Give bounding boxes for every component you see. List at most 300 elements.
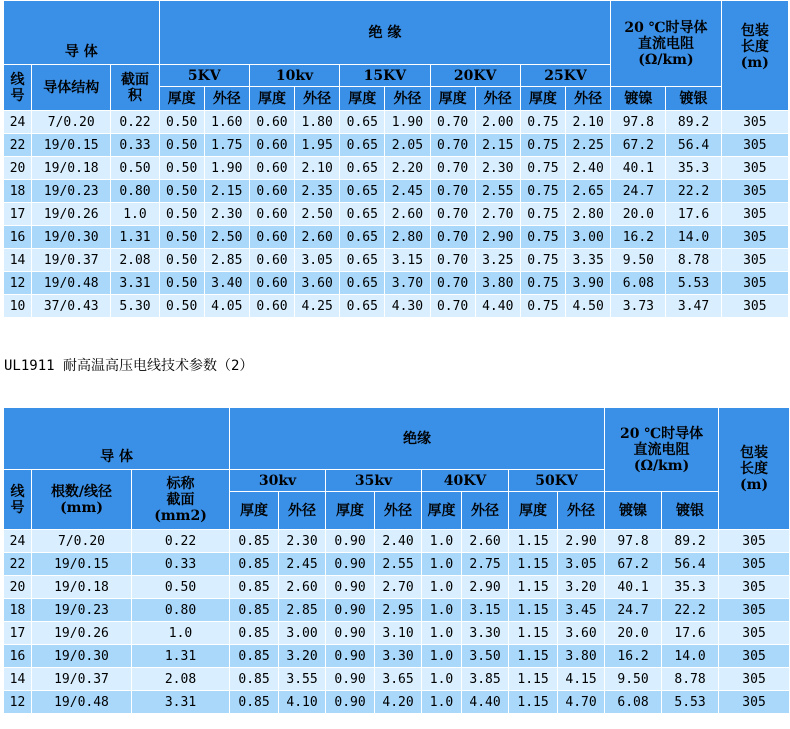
table-cell: 19/0.30 (32, 645, 132, 668)
table-cell: 0.85 (230, 530, 279, 553)
table-row (4, 272, 789, 295)
table-cell: 2.10 (565, 111, 610, 134)
table-cell: 0.90 (326, 553, 375, 576)
table-cell: 0.85 (230, 576, 279, 599)
table-cell: 17 (4, 622, 32, 645)
tin-plated-header: 镀镍 (605, 492, 662, 530)
table-cell: 1.31 (132, 645, 230, 668)
table-cell: 3.10 (375, 622, 422, 645)
table-cell: 0.85 (230, 553, 279, 576)
table-cell: 4.70 (558, 691, 605, 714)
table-cell: 0.65 (340, 180, 385, 203)
table-cell: 1.15 (509, 530, 558, 553)
table-cell: 37/0.43 (32, 295, 111, 318)
thickness-header: 厚度 (326, 492, 375, 530)
table-cell: 22 (4, 553, 32, 576)
table-cell: 0.90 (326, 668, 375, 691)
table-cell: 17.6 (666, 203, 721, 226)
table-cell: 0.50 (159, 157, 204, 180)
table-cell: 1.95 (295, 134, 340, 157)
table-cell: 1.80 (295, 111, 340, 134)
silver-plated-header: 镀银 (666, 87, 721, 111)
table-cell: 1.75 (204, 134, 249, 157)
table-cell: 2.50 (204, 226, 249, 249)
table-cell: 2.70 (375, 576, 422, 599)
table-cell: 5.53 (662, 691, 719, 714)
table-cell: 0.50 (159, 134, 204, 157)
table-cell: 2.05 (385, 134, 430, 157)
gauge-header: 线 号 (4, 65, 32, 111)
table-cell: 0.60 (249, 226, 294, 249)
table-cell: 0.70 (430, 295, 475, 318)
table-cell: 0.75 (520, 180, 565, 203)
table-cell: 0.70 (430, 111, 475, 134)
table-row (4, 180, 789, 203)
table-cell: 19/0.48 (32, 272, 111, 295)
table-cell: 0.75 (520, 226, 565, 249)
table-cell: 2.25 (565, 134, 610, 157)
table-cell: 14 (4, 249, 32, 272)
table-cell: 0.60 (249, 157, 294, 180)
table-cell: 1.0 (132, 622, 230, 645)
table-cell: 0.85 (230, 691, 279, 714)
table-row (4, 134, 789, 157)
table-cell: 0.75 (520, 249, 565, 272)
gauge-header: 线 号 (4, 470, 32, 530)
table-cell: 2.30 (279, 530, 326, 553)
table-cell: 24 (4, 530, 32, 553)
table-cell: 1.15 (509, 645, 558, 668)
conductor-header: 导 体 (4, 408, 230, 470)
resistance-header: 20 ℃时导体 直流电阻 (Ω/km) (611, 1, 721, 87)
outer-diameter-header: 外径 (475, 87, 520, 111)
table-cell: 67.2 (611, 134, 666, 157)
thickness-header: 厚度 (430, 87, 475, 111)
outer-diameter-header: 外径 (558, 492, 605, 530)
section-header: 截面 积 (111, 65, 159, 111)
table-cell: 1.0 (422, 691, 462, 714)
table-cell: 19/0.23 (32, 180, 111, 203)
table-cell: 2.50 (295, 203, 340, 226)
table-cell: 24 (4, 111, 32, 134)
table-cell: 3.50 (462, 645, 509, 668)
table-2-caption: UL1911 耐高温高压电线技术参数（2） (4, 358, 254, 374)
table-cell: 0.50 (159, 180, 204, 203)
table-cell: 0.70 (430, 203, 475, 226)
table-cell: 19/0.48 (32, 691, 132, 714)
table-cell: 2.65 (565, 180, 610, 203)
table-cell: 16.2 (611, 226, 666, 249)
outer-diameter-header: 外径 (385, 87, 430, 111)
table-cell: 2.95 (375, 599, 422, 622)
table-cell: 0.33 (132, 553, 230, 576)
table-cell: 1.15 (509, 599, 558, 622)
table-cell: 18 (4, 180, 32, 203)
table-cell: 0.70 (430, 226, 475, 249)
table-cell: 0.65 (340, 272, 385, 295)
table-cell: 305 (721, 111, 788, 134)
table-cell: 305 (721, 134, 788, 157)
table-cell: 3.25 (475, 249, 520, 272)
table-cell: 2.60 (295, 226, 340, 249)
table-cell: 4.40 (475, 295, 520, 318)
table-cell: 5.53 (666, 272, 721, 295)
table-cell: 1.90 (385, 111, 430, 134)
outer-diameter-header: 外径 (565, 87, 610, 111)
table-cell: 2.08 (132, 668, 230, 691)
table-cell: 1.0 (422, 553, 462, 576)
table-cell: 0.85 (230, 645, 279, 668)
table-cell: 0.70 (430, 180, 475, 203)
table-cell: 0.90 (326, 530, 375, 553)
table-cell: 4.25 (295, 295, 340, 318)
table-cell: 4.40 (462, 691, 509, 714)
table-cell: 20.0 (605, 622, 662, 645)
table-cell: 56.4 (666, 134, 721, 157)
table-cell: 0.50 (159, 111, 204, 134)
table-cell: 305 (719, 691, 790, 714)
thickness-header: 厚度 (422, 492, 462, 530)
table-cell: 6.08 (611, 272, 666, 295)
table-cell: 4.15 (558, 668, 605, 691)
table-row (4, 249, 789, 272)
outer-diameter-header: 外径 (279, 492, 326, 530)
package-length-header: 包装 长度 (m) (719, 408, 790, 530)
table-cell: 0.60 (249, 272, 294, 295)
table-cell: 12 (4, 272, 32, 295)
table-row (4, 576, 790, 599)
table-cell: 40.1 (605, 576, 662, 599)
tin-plated-header: 镀镍 (611, 87, 666, 111)
table-cell: 19/0.15 (32, 134, 111, 157)
table-cell: 3.55 (279, 668, 326, 691)
table-cell: 305 (719, 599, 790, 622)
thickness-header: 厚度 (159, 87, 204, 111)
table-cell: 19/0.37 (32, 668, 132, 691)
table-cell: 305 (721, 226, 788, 249)
table-cell: 0.90 (326, 691, 375, 714)
table-cell: 2.90 (462, 576, 509, 599)
table-cell: 89.2 (662, 530, 719, 553)
table-cell: 305 (721, 180, 788, 203)
table-cell: 6.08 (605, 691, 662, 714)
table-cell: 3.15 (462, 599, 509, 622)
table-cell: 3.05 (295, 249, 340, 272)
table-cell: 2.85 (204, 249, 249, 272)
table-cell: 3.47 (666, 295, 721, 318)
insulation-header: 绝 缘 (159, 1, 611, 65)
table-cell: 0.60 (249, 295, 294, 318)
table-cell: 2.30 (204, 203, 249, 226)
table-cell: 3.00 (565, 226, 610, 249)
table-cell: 2.45 (385, 180, 430, 203)
table-row (4, 691, 790, 714)
table-cell: 0.60 (249, 180, 294, 203)
table-cell: 3.20 (279, 645, 326, 668)
table-cell: 0.90 (326, 576, 375, 599)
table-cell: 0.80 (132, 599, 230, 622)
table-cell: 305 (719, 530, 790, 553)
table-cell: 5.30 (111, 295, 159, 318)
table-cell: 0.22 (132, 530, 230, 553)
voltage-header: 35kv (326, 470, 422, 492)
table-cell: 2.15 (475, 134, 520, 157)
table-cell: 17 (4, 203, 32, 226)
table-cell: 14.0 (662, 645, 719, 668)
table-cell: 19/0.18 (32, 576, 132, 599)
table-cell: 0.65 (340, 157, 385, 180)
table-cell: 0.75 (520, 111, 565, 134)
table-cell: 4.20 (375, 691, 422, 714)
table-cell: 2.00 (475, 111, 520, 134)
table-cell: 2.15 (204, 180, 249, 203)
table-cell: 3.40 (204, 272, 249, 295)
table-row (4, 645, 790, 668)
table-cell: 0.80 (111, 180, 159, 203)
table-cell: 3.30 (375, 645, 422, 668)
table-cell: 2.55 (375, 553, 422, 576)
table-cell: 0.70 (430, 249, 475, 272)
table-cell: 24.7 (605, 599, 662, 622)
table-cell: 305 (719, 576, 790, 599)
table-cell: 0.50 (159, 249, 204, 272)
table-cell: 0.85 (230, 622, 279, 645)
table-cell: 20.0 (611, 203, 666, 226)
table-cell: 2.60 (385, 203, 430, 226)
table-cell: 24.7 (611, 180, 666, 203)
table-cell: 97.8 (605, 530, 662, 553)
table-cell: 2.10 (295, 157, 340, 180)
table-cell: 67.2 (605, 553, 662, 576)
table-cell: 0.50 (159, 272, 204, 295)
table-cell: 0.60 (249, 111, 294, 134)
table-cell: 2.90 (558, 530, 605, 553)
table-cell: 0.90 (326, 599, 375, 622)
table-cell: 2.90 (475, 226, 520, 249)
table-cell: 3.30 (462, 622, 509, 645)
table-cell: 0.60 (249, 203, 294, 226)
table-cell: 0.75 (520, 203, 565, 226)
table-cell: 0.50 (132, 576, 230, 599)
table-row (4, 622, 790, 645)
table-cell: 0.75 (520, 295, 565, 318)
voltage-header: 50KV (509, 470, 605, 492)
table-cell: 0.65 (340, 226, 385, 249)
table-cell: 0.65 (340, 295, 385, 318)
table-cell: 0.65 (340, 249, 385, 272)
spec-table-2-body (4, 530, 790, 714)
table-cell: 4.30 (385, 295, 430, 318)
table-cell: 1.0 (422, 645, 462, 668)
table-cell: 2.45 (279, 553, 326, 576)
table-cell: 3.45 (558, 599, 605, 622)
table-row (4, 157, 789, 180)
thickness-header: 厚度 (520, 87, 565, 111)
table-cell: 2.55 (475, 180, 520, 203)
table-row (4, 111, 789, 134)
package-length-header: 包装 长度 (m) (721, 1, 788, 111)
table-cell: 22.2 (662, 599, 719, 622)
table-row (4, 530, 790, 553)
table-cell: 20 (4, 157, 32, 180)
resistance-header: 20 ℃时导体 直流电阻 (Ω/km) (605, 408, 719, 492)
table-cell: 1.15 (509, 691, 558, 714)
table-cell: 35.3 (662, 576, 719, 599)
structure-header: 根数/线径 (mm) (32, 470, 132, 530)
thickness-header: 厚度 (509, 492, 558, 530)
silver-plated-header: 镀银 (662, 492, 719, 530)
table-cell: 2.20 (385, 157, 430, 180)
outer-diameter-header: 外径 (375, 492, 422, 530)
table-row (4, 295, 789, 318)
table-cell: 97.8 (611, 111, 666, 134)
table-cell: 1.15 (509, 622, 558, 645)
table-cell: 1.15 (509, 668, 558, 691)
table-row (4, 553, 790, 576)
table-cell: 0.50 (159, 203, 204, 226)
table-cell: 2.75 (462, 553, 509, 576)
table-cell: 3.90 (565, 272, 610, 295)
voltage-header: 30kv (230, 470, 326, 492)
table-cell: 1.90 (204, 157, 249, 180)
table-cell: 0.65 (340, 111, 385, 134)
table-cell: 0.70 (430, 157, 475, 180)
table-cell: 0.70 (430, 134, 475, 157)
table-cell: 2.70 (475, 203, 520, 226)
table-cell: 19/0.37 (32, 249, 111, 272)
table-cell: 305 (721, 272, 788, 295)
table-cell: 0.65 (340, 134, 385, 157)
table-cell: 4.10 (279, 691, 326, 714)
table-cell: 1.60 (204, 111, 249, 134)
table-cell: 19/0.26 (32, 622, 132, 645)
table-cell: 19/0.18 (32, 157, 111, 180)
table-cell: 16 (4, 645, 32, 668)
thickness-header: 厚度 (249, 87, 294, 111)
table-cell: 35.3 (666, 157, 721, 180)
table-cell: 14 (4, 668, 32, 691)
spec-table-2 (3, 407, 790, 714)
table-cell: 0.75 (520, 157, 565, 180)
table-cell: 3.00 (279, 622, 326, 645)
table-cell: 2.08 (111, 249, 159, 272)
table-cell: 3.15 (385, 249, 430, 272)
table-cell: 3.35 (565, 249, 610, 272)
voltage-header: 10kv (249, 65, 339, 87)
table-row (4, 668, 790, 691)
spec-table-1 (3, 0, 789, 318)
thickness-header: 厚度 (230, 492, 279, 530)
table-cell: 1.0 (422, 530, 462, 553)
spec-table-1-body (4, 111, 789, 318)
table-cell: 0.65 (340, 203, 385, 226)
table-cell: 0.22 (111, 111, 159, 134)
table-cell: 8.78 (662, 668, 719, 691)
table-cell: 56.4 (662, 553, 719, 576)
table-cell: 0.90 (326, 645, 375, 668)
insulation-header: 绝缘 (230, 408, 605, 470)
table-cell: 9.50 (605, 668, 662, 691)
table-cell: 0.33 (111, 134, 159, 157)
conductor-header: 导 体 (4, 1, 160, 65)
table-cell: 19/0.15 (32, 553, 132, 576)
table-cell: 20 (4, 576, 32, 599)
table-cell: 8.78 (666, 249, 721, 272)
table-row (4, 599, 790, 622)
table-cell: 1.15 (509, 576, 558, 599)
table-cell: 3.31 (132, 691, 230, 714)
table-cell: 2.30 (475, 157, 520, 180)
table-cell: 19/0.30 (32, 226, 111, 249)
structure-header: 导体结构 (32, 65, 111, 111)
table-cell: 22 (4, 134, 32, 157)
table-cell: 2.85 (279, 599, 326, 622)
table-cell: 2.40 (565, 157, 610, 180)
table-cell: 10 (4, 295, 32, 318)
table-cell: 14.0 (666, 226, 721, 249)
outer-diameter-header: 外径 (462, 492, 509, 530)
outer-diameter-header: 外径 (204, 87, 249, 111)
voltage-header: 15KV (340, 65, 430, 87)
table-cell: 16 (4, 226, 32, 249)
table-cell: 3.80 (558, 645, 605, 668)
table-cell: 7/0.20 (32, 111, 111, 134)
table-cell: 0.60 (249, 249, 294, 272)
voltage-header: 5KV (159, 65, 249, 87)
table-cell: 22.2 (666, 180, 721, 203)
table-cell: 40.1 (611, 157, 666, 180)
table-cell: 4.50 (565, 295, 610, 318)
table-cell: 17.6 (662, 622, 719, 645)
table-cell: 305 (721, 249, 788, 272)
table-cell: 3.80 (475, 272, 520, 295)
table-cell: 1.31 (111, 226, 159, 249)
thickness-header: 厚度 (340, 87, 385, 111)
table-cell: 0.50 (159, 226, 204, 249)
table-cell: 0.85 (230, 668, 279, 691)
table-cell: 2.60 (462, 530, 509, 553)
table-cell: 2.40 (375, 530, 422, 553)
section-header: 标称 截面 (mm2) (132, 470, 230, 530)
table-cell: 1.0 (422, 599, 462, 622)
table-cell: 305 (719, 645, 790, 668)
table-cell: 3.73 (611, 295, 666, 318)
table-cell: 0.50 (111, 157, 159, 180)
voltage-header: 25KV (520, 65, 610, 87)
table-cell: 3.65 (375, 668, 422, 691)
table-cell: 0.85 (230, 599, 279, 622)
table-cell: 7/0.20 (32, 530, 132, 553)
table-cell: 12 (4, 691, 32, 714)
table-cell: 0.90 (326, 622, 375, 645)
table-cell: 2.60 (279, 576, 326, 599)
table-row (4, 203, 789, 226)
outer-diameter-header: 外径 (295, 87, 340, 111)
table-cell: 305 (721, 157, 788, 180)
table-cell: 1.0 (422, 622, 462, 645)
table-cell: 1.0 (422, 668, 462, 691)
table-cell: 9.50 (611, 249, 666, 272)
voltage-header: 20KV (430, 65, 520, 87)
table-cell: 0.50 (159, 295, 204, 318)
table-cell: 2.35 (295, 180, 340, 203)
table-cell: 89.2 (666, 111, 721, 134)
table-cell: 16.2 (605, 645, 662, 668)
table-cell: 0.60 (249, 134, 294, 157)
table-cell: 2.80 (565, 203, 610, 226)
table-cell: 305 (719, 622, 790, 645)
table-cell: 305 (721, 295, 788, 318)
